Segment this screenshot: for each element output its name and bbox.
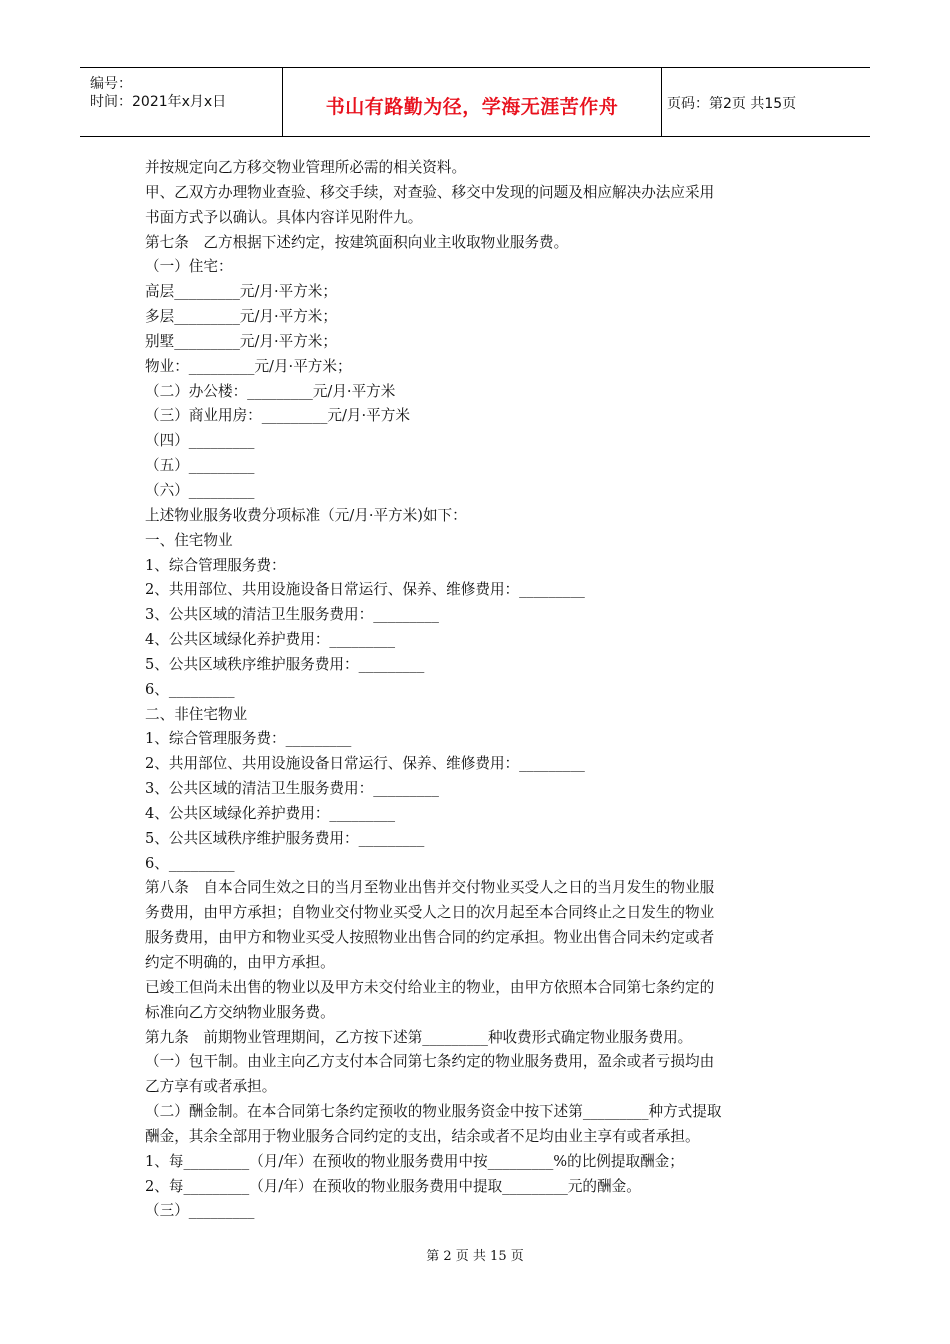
body-line: 乙方享有或者承担。 xyxy=(145,1078,277,1096)
body-line: 并按规定向乙方移交物业管理所必需的相关资料。 xyxy=(145,159,467,176)
body-line: 已竣工但尚未出售的物业以及甲方未交付给业主的物业，由甲方依照本合同第七条约定的 xyxy=(145,978,715,996)
body-line: （二）办公楼：_________元/月·平方米 xyxy=(145,382,396,400)
header-motto-cell xyxy=(282,68,662,136)
body-line: 约定不明确的，由甲方承担。 xyxy=(145,954,335,971)
page-header xyxy=(80,67,870,137)
body-line: （三）_________ xyxy=(145,1202,255,1220)
body-line: 2、共用部位、共用设施设备日常运行、保养、维修费用：_________ xyxy=(145,581,585,599)
body-line: 6、_________ xyxy=(145,680,235,698)
body-line: 物业：_________元/月·平方米； xyxy=(145,357,352,375)
body-line: （五）_________ xyxy=(145,457,255,475)
body-line: 务费用，由甲方承担；自物业交付物业买受人之日的次月起至本合同终止之日发生的物业 xyxy=(145,904,715,922)
body-line: （二）酬金制。在本合同第七条约定预收的物业服务资金中按下述第_________种方式提取 xyxy=(145,1103,722,1121)
body-line: 2、共用部位、共用设施设备日常运行、保养、维修费用：_________ xyxy=(145,755,585,773)
document-number-label: 编号： xyxy=(90,76,132,92)
body-line: （四）_________ xyxy=(145,432,255,450)
header-left-cell xyxy=(80,68,282,136)
body-line: 第九条 前期物业管理期间，乙方按下述第_________种收费形式确定物业服务费用。 xyxy=(145,1028,693,1046)
body-line: 甲、乙双方办理物业查验、移交手续，对查验、移交中发现的问题及相应解决办法应采用 xyxy=(145,183,715,201)
body-line: 酬金，其余全部用于物业服务合同约定的支出，结余或者不足均由业主享有或者承担。 xyxy=(145,1127,700,1145)
body-line: （一）包干制。由业主向乙方支付本合同第七条约定的物业服务费用，盈余或者亏损均由 xyxy=(145,1053,715,1071)
page-footer: 第 2 页 共 15 页 xyxy=(426,1249,524,1264)
body-line: 2、每_________（月/年）在预收的物业服务费用中提取_________元的酬金。 xyxy=(145,1177,641,1195)
body-line: 一、住宅物业 xyxy=(145,531,233,549)
body-line: 高层_________元/月·平方米； xyxy=(145,283,337,301)
body-line: 别墅_________元/月·平方米； xyxy=(145,332,337,350)
document-body xyxy=(145,156,810,1224)
body-line: 书面方式予以确认。具体内容详见附件九。 xyxy=(145,208,423,226)
body-line: 服务费用，由甲方和物业买受人按照物业出售合同的约定承担。物业出售合同未约定或者 xyxy=(145,929,715,947)
header-page-number: 页码：第2页 共15页 xyxy=(667,96,797,112)
body-line: （六）_________ xyxy=(145,481,255,499)
body-line: （三）商业用房：_________元/月·平方米 xyxy=(145,407,410,425)
header-right-cell xyxy=(661,68,870,136)
body-line: 1、综合管理服务费： xyxy=(145,556,286,574)
body-line: 标准向乙方交纳物业服务费。 xyxy=(145,1003,335,1021)
body-line: 4、公共区域绿化养护费用：_________ xyxy=(145,631,396,649)
body-line: 3、公共区域的清洁卫生服务费用：_________ xyxy=(145,780,439,798)
body-line: 1、综合管理服务费：_________ xyxy=(145,730,352,748)
body-line: 5、公共区域秩序维护服务费用：_________ xyxy=(145,655,425,673)
header-motto: 书山有路勤为径，学海无涯苦作舟 xyxy=(325,96,619,118)
body-line: 6、_________ xyxy=(145,854,235,872)
body-line: 4、公共区域绿化养护费用：_________ xyxy=(145,804,396,822)
body-line: 上述物业服务收费分项标准（元/月·平方米)如下： xyxy=(145,506,467,524)
body-line: 二、非住宅物业 xyxy=(145,705,248,723)
body-line: 5、公共区域秩序维护服务费用：_________ xyxy=(145,829,425,847)
body-line: 3、公共区域的清洁卫生服务费用：_________ xyxy=(145,606,439,624)
body-line: 第七条 乙方根据下述约定，按建筑面积向业主收取物业服务费。 xyxy=(145,233,569,251)
body-line: （一）住宅： xyxy=(145,258,233,276)
document-time-label: 时间：2021年x月x日 xyxy=(90,94,227,110)
body-line: 1、每_________（月/年）在预收的物业服务费用中按_________%的比例提取酬金； xyxy=(145,1152,684,1170)
body-line: 多层_________元/月·平方米； xyxy=(145,308,337,326)
body-line: 第八条 自本合同生效之日的当月至物业出售并交付物业买受人之日的当月发生的物业服 xyxy=(145,879,715,897)
